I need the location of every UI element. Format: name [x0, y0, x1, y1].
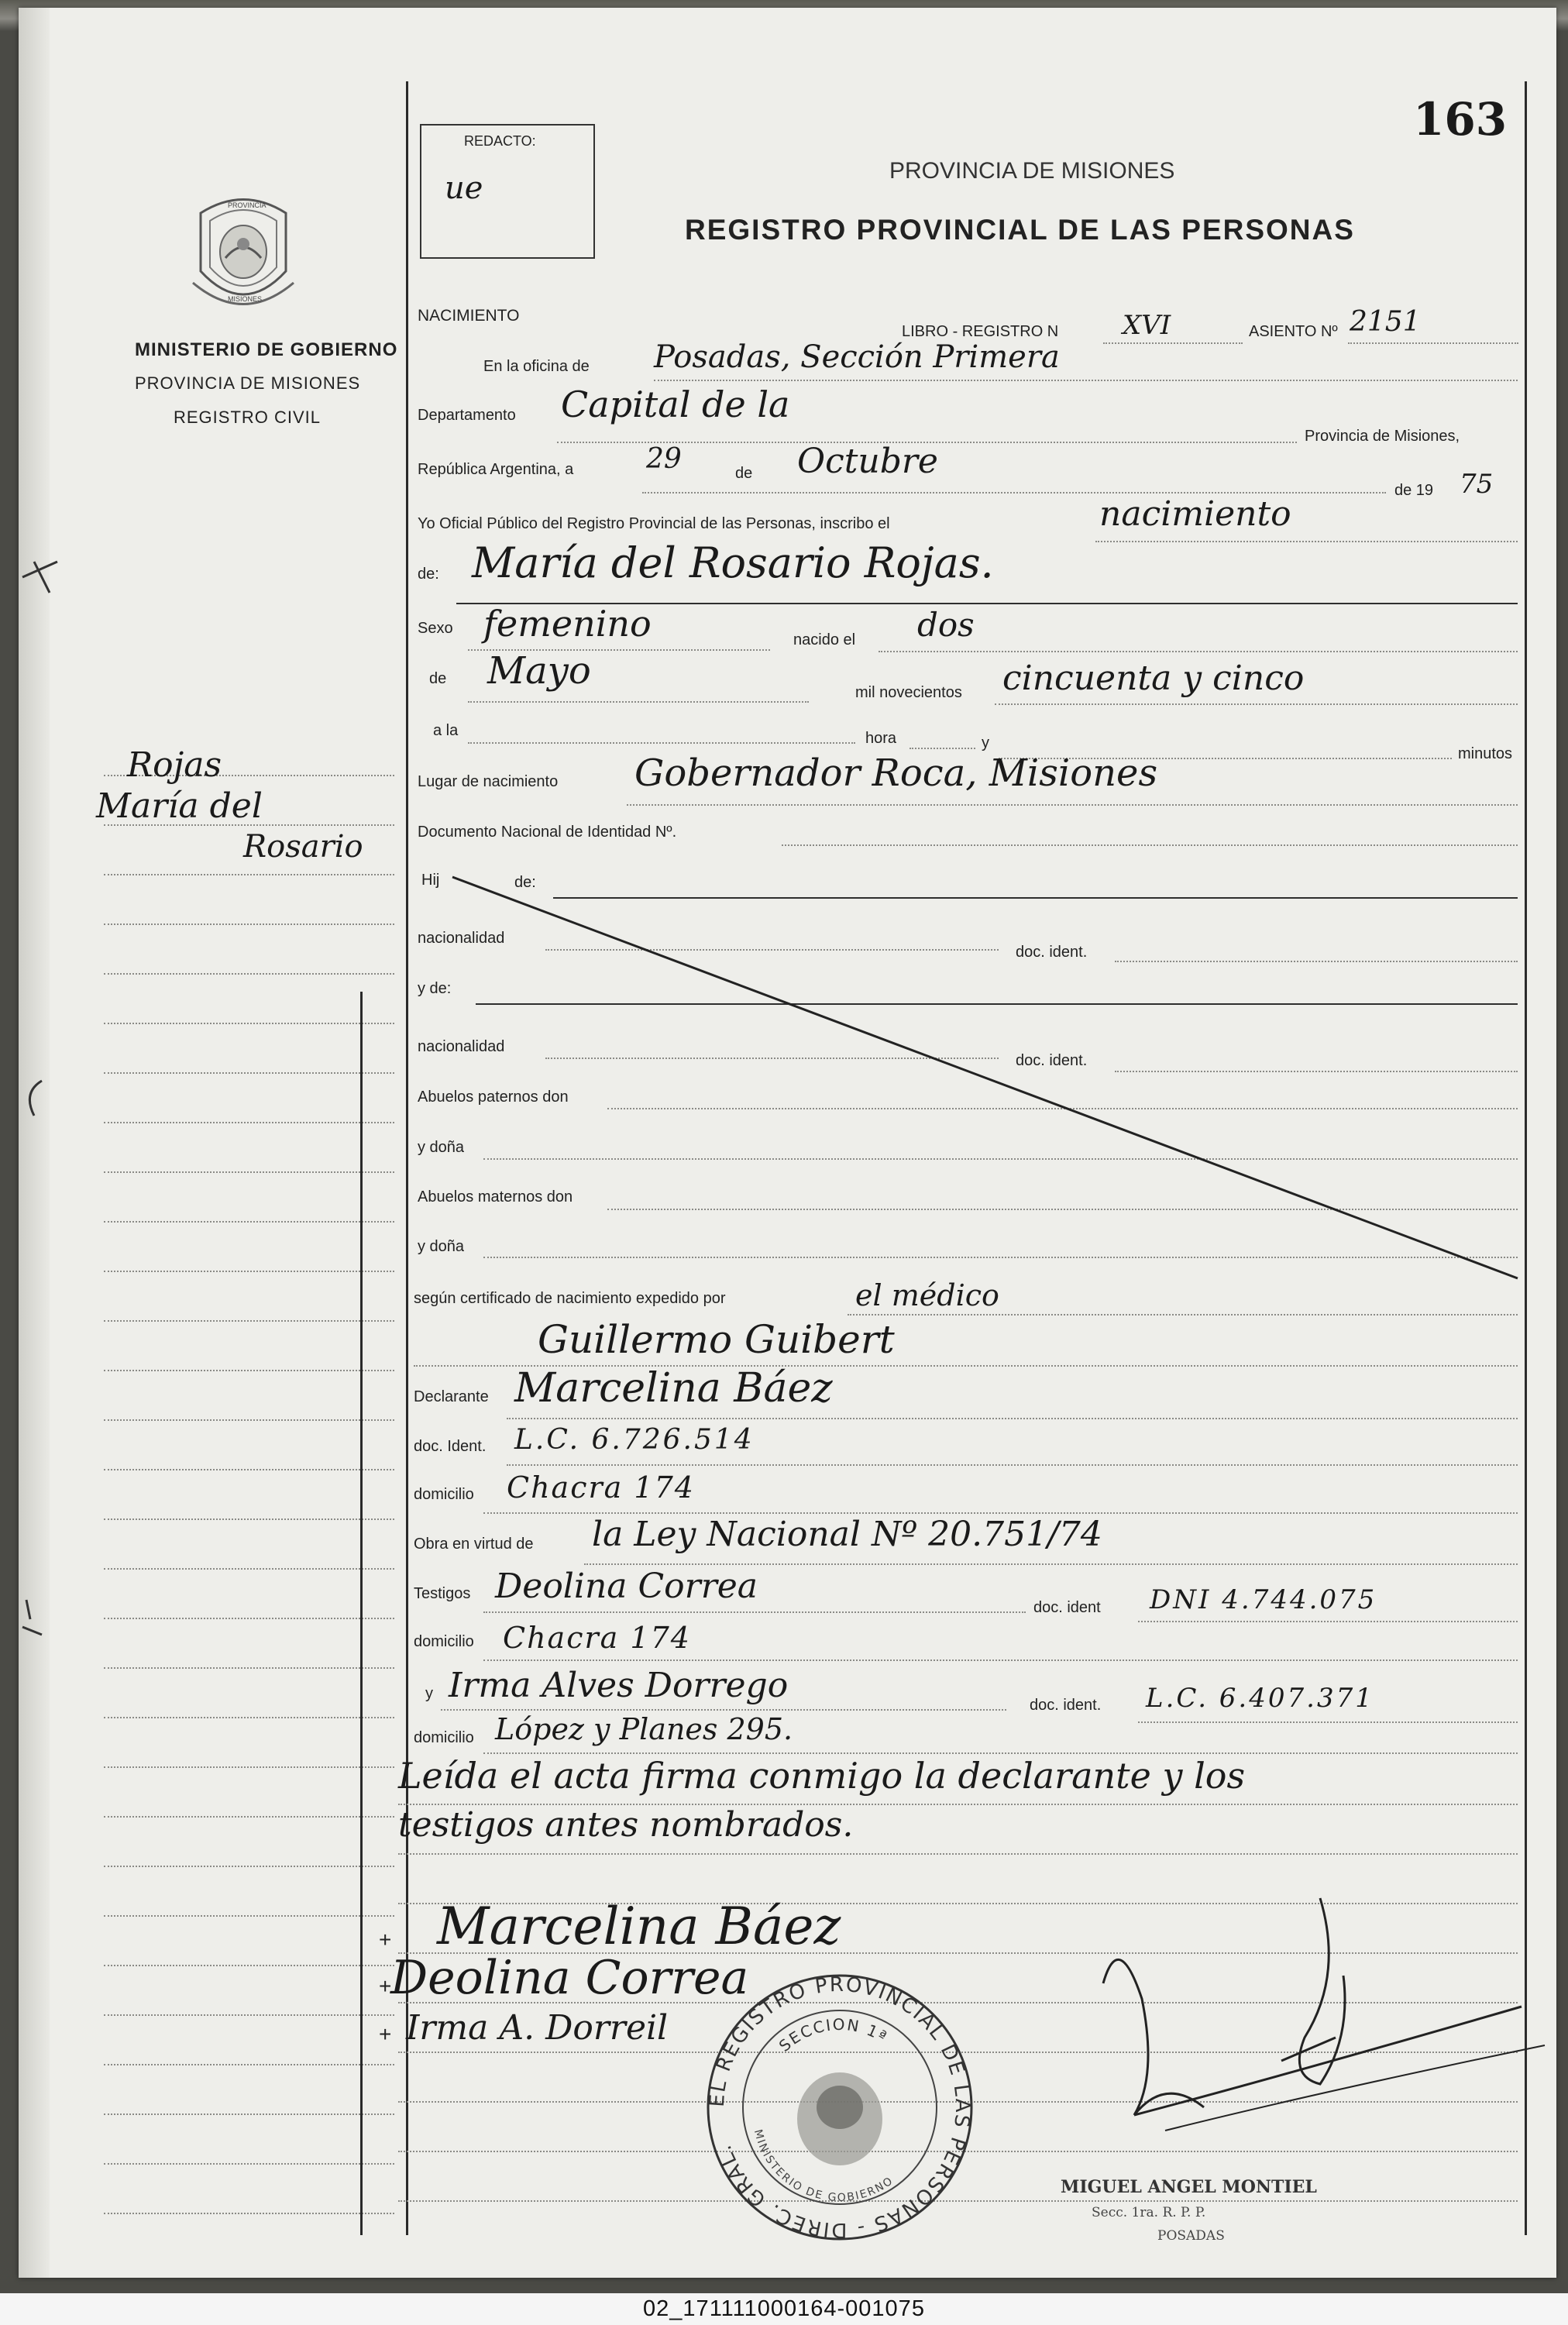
y-label: y: [982, 734, 989, 751]
y-testigo-label: y: [425, 1685, 433, 1702]
yo-oficial-text: Yo Oficial Público del Registro Provincial de las Personas, inscribo el: [418, 515, 890, 532]
testigo1-line: [483, 1611, 1026, 1613]
republica-label: República Argentina, a: [418, 461, 574, 478]
abuelos-maternos-label: Abuelos maternos don: [418, 1188, 573, 1205]
fecha-dia: 29: [646, 443, 682, 475]
testigos-label: Testigos: [414, 1585, 471, 1602]
file-id: 02_171111000164-001075: [643, 2296, 925, 2321]
y-dona1-label: y doña: [418, 1139, 465, 1156]
doc-ident2-label: doc. ident.: [1016, 1052, 1088, 1069]
certificado-label: según certificado de nacimiento expedido por: [414, 1290, 726, 1307]
signature-mark-3: +: [379, 2022, 392, 2046]
lugar-label: Lugar de nacimiento: [418, 773, 559, 790]
firma-testigo1: Deolina Correa: [390, 1951, 749, 2005]
scan-footer: [0, 2293, 1568, 2325]
asiento-label: ASIENTO Nº: [1249, 323, 1338, 340]
doc-ident-t2-value: L.C. 6.407.371: [1146, 1683, 1374, 1714]
official-signature-icon: [1088, 1883, 1553, 2177]
abuelos-paternos-label: Abuelos paternos don: [418, 1089, 569, 1106]
obra-line: [584, 1563, 1518, 1565]
de-mes-label: de: [429, 670, 447, 687]
signature-mark-1: +: [379, 1928, 392, 1952]
margin-note-surname: Rojas: [127, 745, 222, 785]
svg-text:EL REGISTRO PROVINCIAL DE LAS: EL REGISTRO PROVINCIAL DE LAS PERSONAS - DIREC. GRAL.: [705, 1972, 975, 2242]
provincia-label: Provincia de Misiones,: [1305, 428, 1460, 445]
ministry-province: PROVINCIA DE MISIONES: [135, 373, 361, 393]
firma-declarante: Marcelina Báez: [437, 1897, 841, 1956]
sexo-value: femenino: [483, 603, 652, 645]
doc-ident-decl-value: L.C. 6.726.514: [514, 1424, 755, 1456]
domicilio2-value: Chacra 174: [503, 1621, 691, 1655]
sexo-label: Sexo: [418, 620, 453, 637]
official-city: POSADAS: [1157, 2228, 1225, 2244]
nacido-value: dos: [917, 606, 975, 644]
nacido-anio: cincuenta y cinco: [1002, 659, 1305, 698]
domicilio3-label: domicilio: [414, 1729, 474, 1746]
registry-title: REGISTRO PROVINCIAL DE LAS PERSONAS: [685, 214, 1355, 246]
domicilio2-line: [483, 1659, 1518, 1661]
svg-text:MINISTERIO DE GOBIERNO: MINISTERIO DE GOBIERNO: [751, 2127, 896, 2205]
hora-label: hora: [865, 730, 897, 747]
oficina-label: En la oficina de: [483, 358, 590, 375]
domicilio2-label: domicilio: [414, 1633, 474, 1650]
certificado-line1: [848, 1314, 1518, 1316]
asiento-value: 2151: [1350, 306, 1421, 338]
page-number: 163: [1413, 93, 1508, 146]
domicilio3-line: [483, 1752, 1518, 1754]
y-de-label: y de:: [418, 980, 452, 997]
lugar-value: Gobernador Roca, Misiones: [634, 751, 1158, 795]
oficina-value: Posadas, Sección Primera: [654, 339, 1060, 375]
doc-ident1-label: doc. ident.: [1016, 944, 1088, 961]
testigo2-line: [441, 1709, 1006, 1711]
inscribo-value: nacimiento: [1099, 494, 1291, 534]
departamento-label: Departamento: [418, 407, 516, 424]
de-label: de: [735, 465, 753, 482]
nacido-mes: Mayo: [487, 649, 591, 693]
obra-value: la Ley Nacional Nº 20.751/74: [592, 1515, 1102, 1554]
hij-label: Hij: [421, 872, 440, 889]
domicilio1-line: [483, 1512, 1518, 1514]
a-la-label: a la: [433, 722, 459, 739]
domicilio3-value: López y Planes 295.: [495, 1712, 793, 1746]
doc-ident-t1-label: doc. ident: [1033, 1599, 1101, 1616]
y-dona2-label: y doña: [418, 1238, 465, 1255]
certificado-value2: Guillermo Guibert: [538, 1317, 895, 1362]
doc-ident-t1-line: [1138, 1621, 1518, 1622]
minutos-label: minutos: [1458, 745, 1513, 762]
declarante-value: Marcelina Báez: [514, 1365, 833, 1412]
declarante-label: Declarante: [414, 1388, 489, 1405]
signature-mark-2: +: [379, 1974, 392, 1998]
doc-ident-decl-label: doc. Ident.: [414, 1438, 487, 1455]
dni-label: Documento Nacional de Identidad Nº.: [418, 824, 677, 841]
nombre-label: de:: [418, 566, 439, 583]
nombre-value: María del Rosario Rojas.: [472, 538, 994, 587]
departamento-value: Capital de la: [561, 383, 790, 425]
libro-value: XVI: [1123, 310, 1171, 341]
hij-de-label: de:: [514, 874, 536, 891]
province-header: PROVINCIA DE MISIONES: [889, 158, 1175, 184]
nacido-label: nacido el: [793, 631, 856, 648]
mil-label: mil novecientos: [855, 684, 962, 701]
domicilio1-value: Chacra 174: [507, 1470, 695, 1505]
doc-ident-t2-line: [1138, 1721, 1518, 1723]
nacionalidad2-label: nacionalidad: [418, 1038, 505, 1055]
margin-note-name2: Rosario: [243, 829, 363, 865]
official-round-stamp: [700, 1968, 979, 2247]
doc-ident-t2-label: doc. ident.: [1030, 1697, 1102, 1714]
firma-testigo2: Irma A. Dorreil: [406, 2008, 669, 2048]
official-title: Secc. 1ra. R. P. P.: [1092, 2205, 1206, 2220]
nacionalidad1-label: nacionalidad: [418, 930, 505, 947]
testigo1-value: Deolina Correa: [495, 1567, 758, 1606]
cierre-linea2: testigos antes nombrados.: [398, 1805, 854, 1845]
cierre-linea1: Leída el acta firma conmigo la declarante y los: [398, 1755, 1246, 1797]
svg-text:SECCION 1ª: SECCION 1ª: [775, 2014, 892, 2055]
declarante-line: [507, 1418, 1518, 1419]
domicilio1-label: domicilio: [414, 1486, 474, 1503]
margin-note-name: María del: [96, 786, 263, 826]
acta-type: NACIMIENTO: [418, 307, 520, 325]
redacto-label: REDACTO:: [464, 133, 536, 149]
seal-text-top: PROVINCIA: [228, 201, 266, 209]
fecha-anio: 75: [1460, 469, 1494, 500]
testigo2-value: Irma Alves Dorrego: [449, 1666, 789, 1705]
official-name: MIGUEL ANGEL MONTIEL: [1061, 2177, 1317, 2197]
obra-label: Obra en virtud de: [414, 1536, 534, 1553]
register-page: [19, 8, 1556, 2278]
seal-text-bottom: MISIONES: [228, 295, 263, 303]
ministry-registry: REGISTRO CIVIL: [174, 408, 322, 427]
libro-label: LIBRO - REGISTRO N: [902, 323, 1059, 340]
redacto-initials: ue: [445, 170, 483, 206]
cierre-line2: [398, 1853, 1518, 1855]
doc-ident-decl-line: [507, 1464, 1518, 1466]
certificado-value1: el médico: [855, 1278, 999, 1312]
ministry-name: MINISTERIO DE GOBIERNO: [135, 339, 398, 360]
doc-ident-t1-value: DNI 4.744.075: [1150, 1584, 1377, 1615]
de-anio-label: de 19: [1394, 482, 1434, 499]
fecha-mes: Octubre: [797, 442, 938, 481]
round-stamp-icon: [700, 1968, 979, 2247]
